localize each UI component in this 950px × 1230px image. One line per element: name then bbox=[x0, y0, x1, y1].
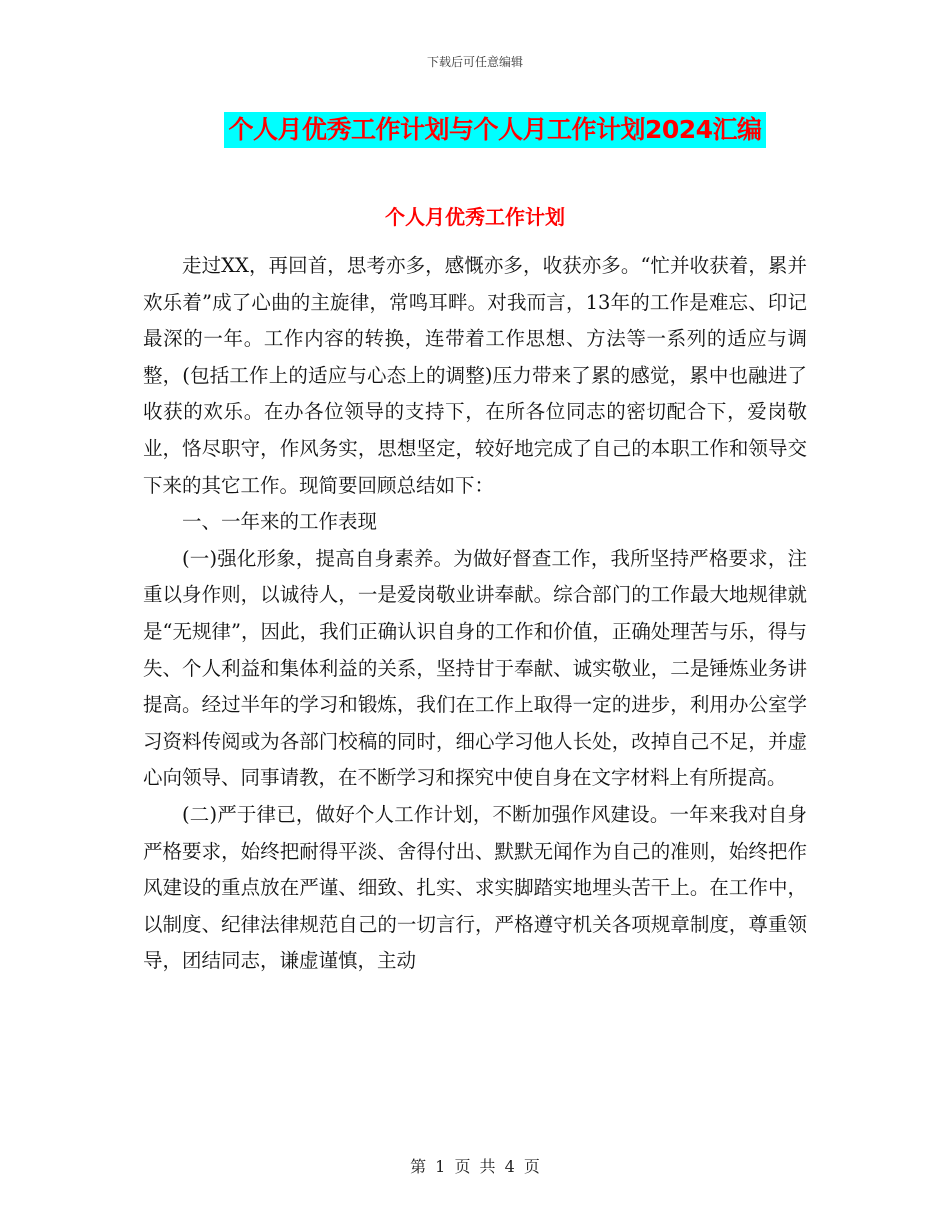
paragraph: (一)强化形象，提高自身素养。为做好督查工作，我所坚持严格要求，注重以身作则，以诚待人，一是爱岗敬业讲奉献。综合部门的工作最大地规律就是“无规律”，因此，我们正确认识自身的工作和价值，正确处理苦与乐，得与失、个人利益和集体利益的关系，坚持甘于奉献、诚实敬业，二是锤炼业务讲提高。经过半年的学习和锻炼，我们在工作上取得一定的进步，利用办公室学习资料传阅或为各部门校稿的同时，细心学习他人长处，改掉自己不足，并虚心向领导、同事请教，在不断学习和探究中使自身在文字材料上有所提高。 bbox=[143, 546, 807, 790]
paragraph: 一、一年来的工作表现 bbox=[182, 510, 378, 534]
paragraph: (二)严于律已，做好个人工作计划，不断加强作风建设。一年来我对自身严格要求，始终把耐得平淡、舍得付出、默默无闻作为自己的准则，始终把作风建设的重点放在严谨、细致、扎实、求实脚踏实地埋头苦干上。在工作中，以制度、纪律法律规范自己的一切言行，严格遵守机关各项规章制度，尊重领导，团结同志，谦虚谨慎，主动 bbox=[143, 802, 807, 973]
document-title: 个人月优秀工作计划与个人月工作计划2024汇编 bbox=[224, 112, 765, 148]
page-number: 第 1 页 共 4 页 bbox=[410, 1157, 540, 1176]
document-body bbox=[143, 248, 807, 980]
document-title-wrap bbox=[0, 112, 950, 148]
section-title: 个人月优秀工作计划 bbox=[385, 205, 565, 229]
paragraph: 走过XX，再回首，思考亦多，感慨亦多，收获亦多。“忙并收获着，累并欢乐着”成了心曲的主旋律，常鸣耳畔。对我而言，13年的工作是难忘、印记最深的一年。工作内容的转换，连带着工作思想、方法等一系列的适应与调整，(包括工作上的适应与心态上的调整)压力带来了累的感觉，累中也融进了收获的欢乐。在办各位领导的支持下，在所各位同志的密切配合下，爱岗敬业，恪尽职守，作风务实，思想坚定，较好地完成了自己的本职工作和领导交下来的其它工作。现简要回顾总结如下： bbox=[143, 254, 807, 497]
header-note: 下载后可任意编辑 bbox=[426, 55, 523, 69]
